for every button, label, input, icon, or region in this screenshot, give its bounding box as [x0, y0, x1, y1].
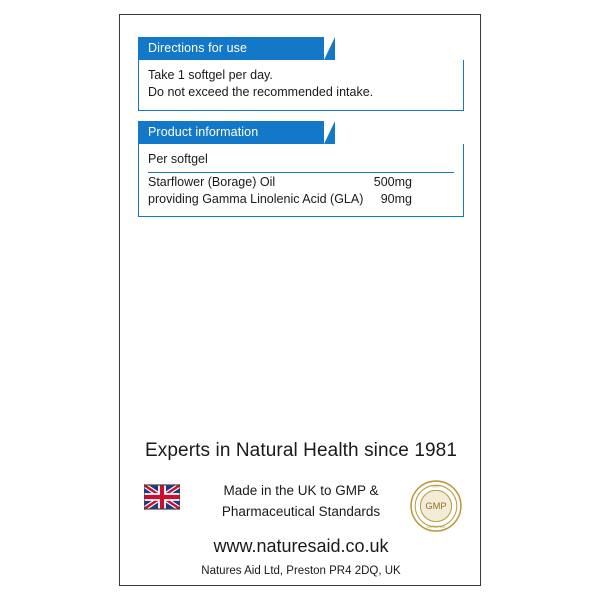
made-in-uk-line-2: Pharmaceutical Standards	[221, 504, 381, 519]
nutrient-amount: 500mg	[373, 175, 412, 189]
nutrition-table	[148, 172, 454, 207]
table-row	[148, 173, 454, 191]
brand-footer	[120, 440, 482, 577]
nutrient-name: Starflower (Borage) Oil	[148, 175, 276, 189]
made-in-uk-line-1: Made in the UK to GMP &	[223, 483, 379, 498]
directions-for-use-section	[138, 37, 464, 111]
product-information-heading: Product information	[138, 121, 324, 144]
table-row	[148, 190, 454, 207]
directions-for-use-body	[138, 60, 464, 111]
nutrient-name: providing Gamma Linolenic Acid (GLA)	[148, 192, 364, 206]
directions-line-2: Do not exceed the recommended intake.	[148, 85, 374, 99]
brand-tagline: Experts in Natural Health since 1981	[145, 440, 457, 461]
company-address: Natures Aid Ltd, Preston PR4 2DQ, UK	[201, 565, 401, 577]
svg-text:GMP: GMP	[431, 484, 441, 489]
svg-text:GMP: GMP	[425, 501, 447, 512]
svg-text:CERTIFIED: CERTIFIED	[426, 524, 446, 529]
product-label-panel	[119, 14, 481, 586]
directions-for-use-heading: Directions for use	[138, 37, 324, 60]
gmp-certified-seal-icon	[410, 480, 462, 532]
serving-basis-label: Per softgel	[148, 152, 208, 166]
website-url: www.naturesaid.co.uk	[213, 536, 389, 556]
product-information-body	[138, 144, 464, 217]
product-information-section	[138, 121, 464, 217]
made-in-uk-row	[120, 476, 482, 532]
nutrient-amount: 90mg	[380, 192, 412, 206]
directions-line-1: Take 1 softgel per day.	[148, 68, 273, 82]
